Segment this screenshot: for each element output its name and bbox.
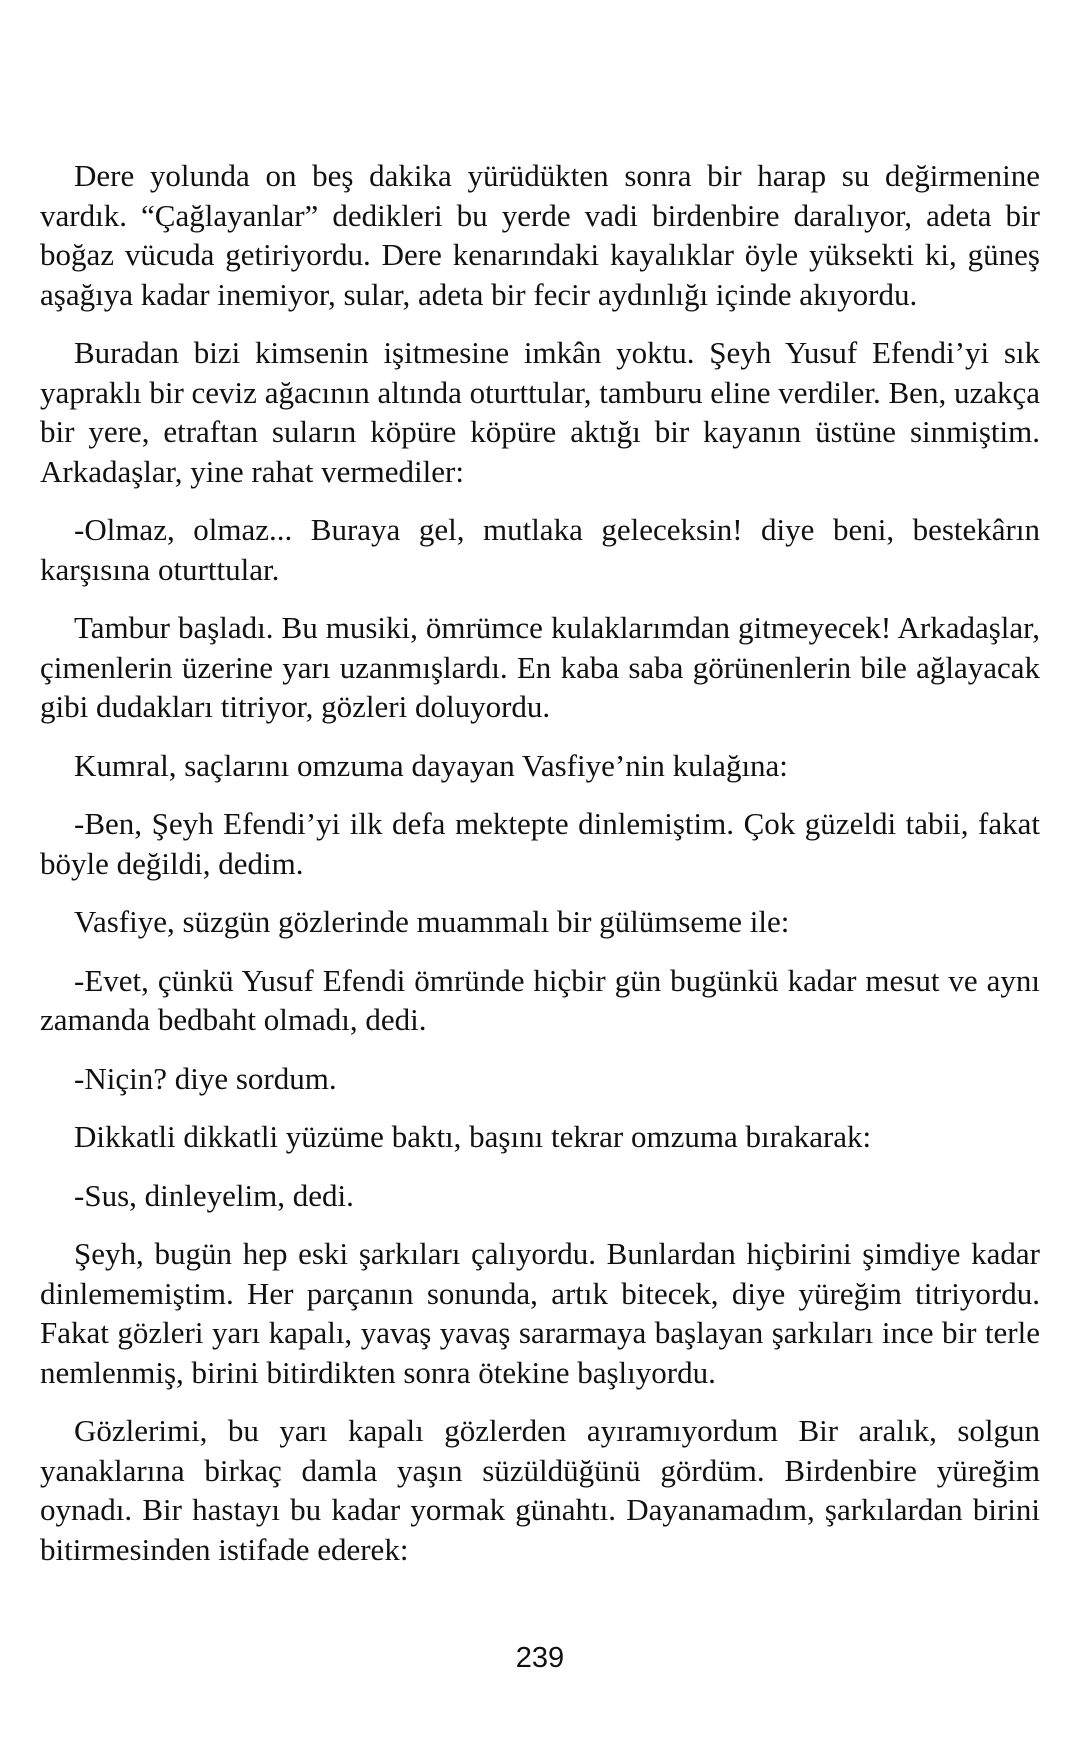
paragraph: Gözlerimi, bu yarı kapalı gözlerden ayıramıyordum Bir aralık, solgun yanaklarına birkaç damla yaşın süzüldüğünü gördüm. Birdenbire yüreğim oynadı. Bir hastayı bu kadar yormak günahtı. Dayanamadım, şarkılardan birini bitirmesinden istifade ederek:	[40, 1413, 1040, 1567]
paragraph: Dikkatli dikkatli yüzüme baktı, başını tekrar omzuma bırakarak:	[74, 1119, 872, 1154]
paragraph: Şeyh, bugün hep eski şarkıları çalıyordu. Bunlardan hiçbirini şimdiye kadar dinlememiştim. Her parçanın sonunda, artık bitecek, diye yüreğim titriyordu. Fakat gözleri yarı kapalı, yavaş yavaş sararmaya başlayan şarkıları ince bir terle nemlenmiş, birini bitirdikten sonra ötekine başlıyordu.	[40, 1236, 1040, 1390]
paragraph: -Ben, Şeyh Efendi’yi ilk defa mektepte dinlemiştim. Çok güzeldi tabii, fakat böyle değildi, dedim.	[40, 806, 1040, 881]
paragraph: Dere yolunda on beş dakika yürüdükten sonra bir harap su değirmenine vardık. “Çağlayanlar” dedikleri bu yerde vadi birdenbire daralıyor, adeta bir boğaz vücuda getiriyordu. Dere kenarındaki kayalıklar öyle yüksekti ki, güneş aşağıya kadar inemiyor, sular, adeta bir fecir aydınlığı içinde akıyordu.	[40, 158, 1040, 312]
paragraph: Buradan bizi kimsenin işitmesine imkân yoktu. Şeyh Yusuf Efendi’yi sık yapraklı bir ceviz ağacının altında oturttular, tamburu eline verdiler. Ben, uzakça bir yere, etraftan suların köpüre köpüre aktığı bir kayanın üstüne sinmiştim. Arkadaşlar, yine rahat vermediler:	[40, 335, 1040, 489]
paragraph: -Evet, çünkü Yusuf Efendi ömründe hiçbir gün bugünkü kadar mesut ve aynı zamanda bedbaht olmadı, dedi.	[40, 962, 1040, 1037]
paragraph: Vasfiye, süzgün gözlerinde muammalı bir gülümseme ile:	[74, 904, 790, 939]
page-number: 239	[515, 1642, 565, 1674]
paragraph: -Olmaz, olmaz... Buraya gel, mutlaka geleceksin! diye beni, bestekârın karşısına oturttular.	[40, 512, 1040, 587]
page-body	[40, 156, 1040, 1588]
paragraph: Tambur başladı. Bu musiki, ömrümce kulaklarımdan gitmeyecek! Arkadaşlar, çimenlerin üzerine yarı uzanmışlardı. En kaba saba görünenlerin bile ağlayacak gibi dudakları titriyor, gözleri doluyordu.	[40, 610, 1040, 724]
paragraph: Kumral, saçlarını omzuma dayayan Vasfiye’nin kulağına:	[74, 747, 788, 783]
paragraph: -Sus, dinleyelim, dedi.	[74, 1177, 354, 1213]
paragraph: -Niçin? diye sordum.	[74, 1060, 337, 1096]
